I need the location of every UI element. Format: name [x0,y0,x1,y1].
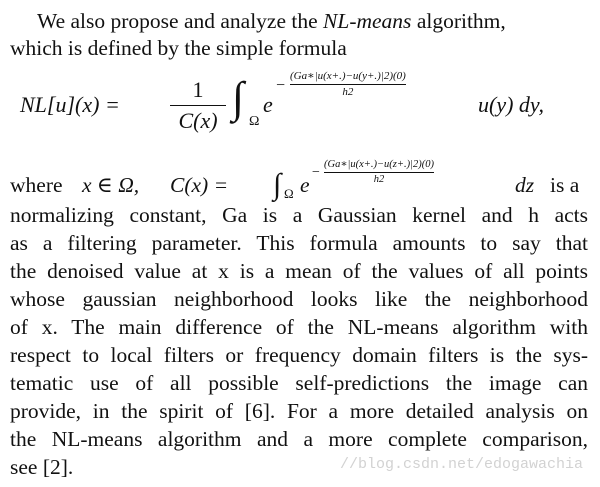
exponent-fraction [290,70,406,99]
fraction-numerator: 1 [192,77,204,102]
exponent-bar [290,84,406,85]
watermark: //blog.csdn.net/edogawachia [340,456,584,473]
integral-sign: ∫ [232,73,245,122]
body-line-7: tematic use of all possible self-predictions the image can [10,371,588,395]
body-line-3: the denoised value at x is a mean of the values of all points [10,259,588,283]
normalizer-line [10,160,590,200]
dz-term: dz [515,173,535,197]
body-line-5: of x. The main difference of the NL-means algorithm with [10,315,588,339]
inline-exponent-minus: − [312,165,320,180]
is-a-words: is a [550,173,580,197]
inline-exponent-bar [324,172,434,173]
cx-equals: C(x) = [170,173,229,197]
body-line-8: provide, in the spirit of [6]. For a more detailed analysis on [10,399,588,423]
inline-integral-sign: ∫ [273,168,282,201]
inline-exponential-base: e [300,173,310,197]
exponential-base: e [263,92,273,117]
paragraph-line-1 [37,8,506,34]
nl-means-term: NL-means [323,9,412,33]
exponent-minus: − [276,77,286,94]
equation-lhs: NL[u](x) = [20,92,120,117]
x-in-omega: x ∈ Ω, [82,173,140,197]
body-line-2: as a filtering parameter. This formula amounts to say that [10,231,588,255]
fraction-bar [170,105,226,106]
exponent-numerator: (Ga∗|u(x+.)−u(y+.)|2)(0) [290,70,406,82]
fraction-denominator: C(x) [178,108,218,134]
nl-means-equation [20,70,580,140]
body-line-6: respect to local filters or frequency domain filters is the sys- [10,343,588,367]
body-line-10: see [2]. [10,455,74,479]
equation-rhs: u(y) dy, [478,92,544,117]
paragraph-line-2: which is defined by the simple formula [10,36,347,60]
equation-fraction [170,78,226,133]
inline-exponent-denominator: h2 [373,174,385,185]
inline-integral-domain: Ω [284,186,294,201]
exponent-denominator: h2 [342,86,354,98]
where-word: where [10,173,63,197]
body-line-1: normalizing constant, Ga is a Gaussian kernel and h acts [10,203,588,227]
line1-prefix: We also propose and analyze the [37,9,324,33]
inline-exponent-fraction [324,159,434,186]
line1-suffix: algorithm, [411,9,506,33]
body-line-4: whose gaussian neighborhood looks like the neighborhood [10,287,588,311]
inline-exponent-numerator: (Ga∗|u(x+.)−u(z+.)|2)(0) [324,159,434,170]
integral-domain: Ω [249,114,260,129]
body-line-9: the NL-means algorithm and a more complete comparison, [10,427,588,451]
